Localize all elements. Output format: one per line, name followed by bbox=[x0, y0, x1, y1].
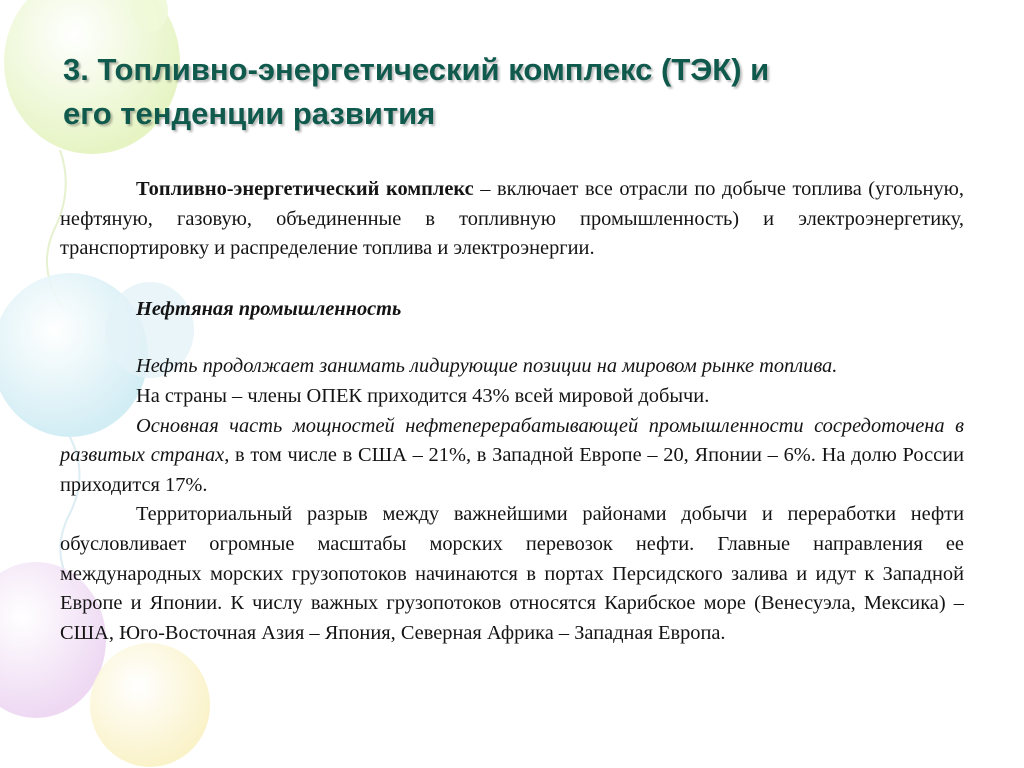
title-line-2: его тенденции развития bbox=[63, 96, 436, 131]
slide-body bbox=[60, 175, 964, 648]
section-subheading: Нефтяная промышленность bbox=[136, 297, 402, 320]
definition-text: – включает все отрасли по добыче топлива (угольную, нефтяную, газовую, объединенные в топливную промышленность) и электроэнергетику, транспортировку и распределение топлива и электроэнергии. bbox=[60, 178, 964, 260]
refining-paragraph bbox=[60, 412, 964, 501]
title-line-1: 3. Топливно-энергетический комплекс (ТЭК) и bbox=[63, 52, 770, 87]
definition-paragraph bbox=[60, 175, 964, 264]
refining-italic: Основная часть мощностей нефтеперерабатывающей промышленности сосредоточена в развитых странах bbox=[60, 414, 964, 467]
definition-term: Топливно-энергетический комплекс bbox=[136, 178, 474, 200]
opec-paragraph: На страны – члены ОПЕК приходится 43% всей мировой добычи. bbox=[136, 384, 710, 407]
transport-paragraph: Территориальный разрыв между важнейшими районами добычи и переработки нефти обусловливает огромные масштабы морских перевозок нефти. Главные направления ее международных морских грузопотоков начинаются в портах Персидского залива и идут к Западной Европе и Японии. К числу важных грузопотоков относятся Карибское море (Венесуэла, Мексика) – США, Юго-Восточная Азия – Япония, Северная Африка – Западная Европа. bbox=[60, 503, 964, 644]
oil-lead-paragraph: Нефть продолжает занимать лидирующие позиции на мировом рынке топлива. bbox=[136, 355, 838, 378]
slide-title bbox=[63, 48, 963, 136]
refining-normal: , в том числе в США – 21%, в Западной Европе – 20, Японии – 6%. На долю России приходится 17%. bbox=[60, 444, 964, 496]
